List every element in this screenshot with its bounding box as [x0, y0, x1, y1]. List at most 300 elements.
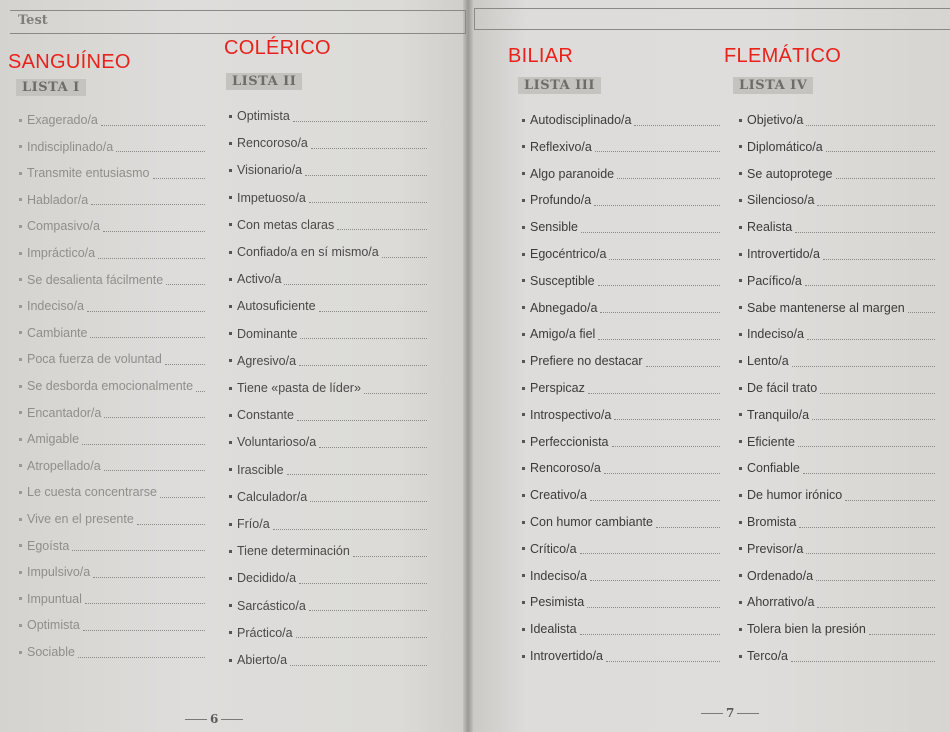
bullet-icon [522, 628, 525, 631]
dotted-leader [364, 383, 427, 394]
list-item [739, 568, 935, 584]
bullet-icon [229, 577, 232, 580]
dotted-leader [166, 274, 205, 285]
bullet-icon [739, 467, 742, 470]
list-item [522, 139, 720, 155]
list-item-label: Cambiante [27, 325, 88, 340]
dotted-leader [319, 437, 427, 448]
bullet-icon [739, 199, 742, 202]
list-item [522, 487, 720, 503]
dotted-leader [604, 463, 720, 474]
dotted-leader [196, 381, 205, 392]
list-item [522, 568, 720, 584]
list-item [229, 625, 427, 641]
bullet-icon [19, 491, 22, 494]
bullet-icon [229, 305, 232, 308]
list-item [522, 300, 720, 316]
list-item [19, 218, 205, 234]
bullet-icon [19, 518, 22, 521]
list-item-label: Impráctico/a [27, 246, 96, 260]
dotted-leader [98, 248, 205, 259]
list-item-label: Perspicaz [530, 381, 585, 395]
list-item [739, 514, 935, 530]
bullet-icon [522, 226, 525, 229]
list-item-label: Idealista [530, 622, 577, 637]
dotted-leader [273, 519, 427, 530]
dotted-leader [826, 141, 935, 152]
list-item-label: Amigo/a fiel [530, 327, 596, 342]
list-item [739, 166, 935, 182]
list-item-label: Exagerado/a [27, 113, 98, 127]
dotted-leader [812, 409, 935, 420]
bullet-icon [19, 305, 22, 308]
dotted-leader [293, 111, 427, 122]
bullet-icon [19, 624, 22, 627]
list-item [19, 192, 205, 208]
list-item-label: Indeciso/a [530, 568, 587, 583]
list-item [739, 300, 935, 316]
bullet-icon [229, 115, 232, 118]
dotted-leader [104, 407, 205, 418]
list-item [19, 139, 205, 155]
list-item [739, 139, 935, 155]
list-item [522, 648, 720, 664]
list-item-label: Autosuficiente [237, 299, 316, 314]
dotted-leader [791, 651, 935, 662]
dotted-leader [792, 356, 935, 367]
page-number-right [698, 706, 762, 720]
dotted-leader [817, 597, 935, 608]
bullet-icon [739, 494, 742, 497]
dotted-leader [580, 624, 720, 635]
bullet-icon [522, 119, 525, 122]
list-item-label: Tolera bien la presión [747, 622, 866, 637]
dotted-leader [806, 115, 935, 126]
list-item-label: Impetuoso/a [237, 190, 306, 205]
list-item-label: Indisciplinado/a [27, 139, 114, 154]
bullet-icon [229, 196, 232, 199]
bullet-icon [739, 119, 742, 122]
list-item [739, 246, 935, 262]
list-item-label: Práctico/a [237, 625, 293, 640]
dotted-leader [305, 165, 427, 176]
bullet-icon [229, 332, 232, 335]
list-item [739, 621, 935, 637]
bullet-icon [522, 333, 525, 336]
list-item [229, 598, 427, 614]
list-item-label: Previsor/a [747, 541, 804, 556]
dotted-leader [160, 487, 205, 498]
bullet-icon [229, 169, 232, 172]
dotted-leader [104, 460, 205, 471]
list-label-1: LISTA I [16, 79, 86, 96]
list-item-label: Impulsivo/a [27, 565, 91, 580]
list-item-label: Autodisciplinado/a [530, 113, 632, 127]
list-item-label: Bromista [747, 515, 797, 529]
list-item-label: Ahorrativo/a [747, 595, 815, 610]
bullet-icon [522, 279, 525, 282]
dotted-leader [83, 620, 205, 631]
bullet-icon [739, 172, 742, 175]
bullet-icon [19, 597, 22, 600]
bullet-icon [19, 544, 22, 547]
left-header-box [10, 10, 466, 34]
dotted-leader [590, 490, 720, 501]
bullet-icon [229, 604, 232, 607]
list-item [19, 165, 205, 181]
dotted-leader [90, 327, 205, 338]
list-item [229, 298, 427, 314]
list-item [522, 192, 720, 208]
list-item-label: Agresivo/a [237, 353, 297, 368]
list-item [19, 484, 205, 500]
list-item-label: Lento/a [747, 354, 789, 369]
list-item [229, 489, 427, 505]
list-item [522, 434, 720, 450]
list-item-label: Abnegado/a [530, 300, 598, 315]
bullet-icon [739, 655, 742, 658]
list-item [739, 648, 935, 664]
list-item [19, 245, 205, 261]
list-item [739, 594, 935, 610]
list-item [19, 378, 205, 394]
list-label-4: LISTA IV [733, 77, 813, 94]
list-item-label: Introvertido/a [747, 247, 820, 261]
list-item-label: Frío/a [237, 517, 270, 531]
bullet-icon [229, 523, 232, 526]
list-item-label: Visionario/a [237, 163, 303, 178]
bullet-icon [739, 279, 742, 282]
list-item [739, 326, 935, 342]
bullet-icon [522, 253, 525, 256]
list-label-2: LISTA II [226, 73, 302, 90]
bullet-icon [19, 358, 22, 361]
list-item-label: Profundo/a [530, 193, 592, 208]
dotted-leader [836, 168, 936, 179]
list-item [739, 353, 935, 369]
dotted-leader [72, 540, 205, 551]
dotted-leader [581, 222, 720, 233]
dotted-leader [612, 436, 720, 447]
bullet-icon [522, 199, 525, 202]
list-item-label: Ordenado/a [747, 568, 814, 583]
list-item [522, 621, 720, 637]
bullet-icon [739, 387, 742, 390]
bullet-icon [522, 601, 525, 604]
dotted-leader [309, 192, 427, 203]
title-biliar: BILIAR [508, 45, 574, 67]
bullet-icon [19, 278, 22, 281]
title-flematico: FLEMÁTICO [724, 45, 842, 67]
list-item [229, 407, 427, 423]
list-item-label: Creativo/a [530, 488, 587, 503]
list-item-label: De humor irónico [747, 488, 843, 503]
dotted-leader [299, 573, 427, 584]
bullet-icon [19, 331, 22, 334]
dotted-leader [290, 655, 427, 666]
dotted-leader [590, 570, 720, 581]
dotted-leader [87, 301, 205, 312]
dotted-leader [311, 138, 427, 149]
bullet-icon [19, 385, 22, 388]
bullet-icon [739, 253, 742, 256]
bullet-icon [739, 413, 742, 416]
list-item-label: Poca fuerza de voluntad [27, 352, 162, 367]
dotted-leader [300, 328, 427, 339]
bullet-icon [229, 387, 232, 390]
list-item [739, 407, 935, 423]
list-item [522, 407, 720, 423]
list-item [229, 108, 427, 124]
bullet-icon [229, 441, 232, 444]
bullet-icon [19, 145, 22, 148]
bullet-icon [522, 440, 525, 443]
list-item-label: Amigable [27, 432, 80, 447]
list-item [522, 166, 720, 182]
list-item-label: Hablador/a [27, 192, 89, 207]
dotted-leader [287, 464, 427, 475]
list-item [229, 271, 427, 287]
list-item [229, 570, 427, 586]
list-item [739, 219, 935, 235]
bullet-icon [739, 547, 742, 550]
list-item-label: Eficiente [747, 434, 795, 449]
bullet-icon [739, 521, 742, 524]
bullet-icon [19, 198, 22, 201]
bullet-icon [739, 360, 742, 363]
bullet-icon [19, 119, 22, 122]
bullet-icon [739, 440, 742, 443]
bullet-icon [739, 574, 742, 577]
dotted-leader [93, 567, 205, 578]
list-item [522, 112, 720, 128]
dotted-leader [614, 409, 720, 420]
page-number-left-text: 6 [210, 712, 219, 726]
list-item-label: Introvertido/a [530, 649, 603, 663]
list-item [522, 514, 720, 530]
dotted-leader [820, 383, 935, 394]
dotted-leader [656, 517, 720, 528]
list-item-label: Perfeccionista [530, 434, 609, 449]
list-item [522, 594, 720, 610]
list-item-label: Terco/a [747, 649, 788, 663]
list-item-label: Rencoroso/a [237, 136, 308, 151]
list-item [19, 351, 205, 367]
title-colerico: COLÉRICO [224, 37, 331, 59]
bullet-icon [19, 252, 22, 255]
page-number-right-text: 7 [726, 706, 735, 720]
list-item [229, 543, 427, 559]
dotted-leader [309, 600, 427, 611]
title-sanguineo: SANGUÍNEO [8, 51, 131, 73]
dotted-leader [337, 219, 427, 230]
dotted-leader [91, 194, 205, 205]
bullet-icon [522, 387, 525, 390]
bullet-icon [229, 278, 232, 281]
bullet-icon [19, 651, 22, 654]
list-item-label: Rencoroso/a [530, 461, 601, 476]
list-item-label: Constante [237, 408, 294, 423]
dotted-leader [319, 301, 427, 312]
bullet-icon [522, 306, 525, 309]
list-item-label: Sociable [27, 645, 75, 659]
list-item [19, 325, 205, 341]
list-item [229, 190, 427, 206]
dotted-leader [598, 275, 720, 286]
list-item [229, 326, 427, 342]
list-item [739, 192, 935, 208]
list-item [19, 458, 205, 474]
list-item-label: Sabe mantenerse al margen [747, 300, 905, 315]
dotted-leader [116, 141, 205, 152]
dotted-leader [595, 141, 720, 152]
list-item-label: Crítico/a [530, 541, 577, 556]
bullet-icon [19, 571, 22, 574]
list-item [229, 434, 427, 450]
list-item [522, 460, 720, 476]
list-item-label: Optimista [27, 618, 80, 633]
bullet-icon [739, 601, 742, 604]
dotted-leader [580, 543, 720, 554]
list-item [229, 162, 427, 178]
list-item-label: Transmite entusiasmo [27, 166, 150, 181]
list-item-label: Calculador/a [237, 489, 308, 504]
bullet-icon [739, 306, 742, 309]
list-item-label: Algo paranoide [530, 166, 615, 181]
list-item-label: Tranquilo/a [747, 407, 810, 422]
bullet-icon [229, 142, 232, 145]
bullet-icon [739, 333, 742, 336]
list-item [522, 246, 720, 262]
dotted-leader [634, 115, 720, 126]
dotted-leader [85, 593, 205, 604]
list-item-label: Pacífico/a [747, 273, 802, 288]
list-item [739, 487, 935, 503]
dotted-leader [600, 302, 720, 313]
bullet-icon [19, 411, 22, 414]
bullet-icon [19, 438, 22, 441]
dotted-leader [296, 627, 427, 638]
list-item [229, 353, 427, 369]
list-item-label: Vive en el presente [27, 512, 134, 526]
list-item [739, 460, 935, 476]
dotted-leader [908, 302, 935, 313]
list-item-label: Con metas claras [237, 217, 335, 232]
dotted-leader [284, 274, 427, 285]
bullet-icon [522, 467, 525, 470]
list-item-label: Silencioso/a [747, 193, 815, 208]
list-item-label: Impuntual [27, 591, 82, 606]
list-item-label: Compasivo/a [27, 219, 100, 234]
bullet-icon [522, 574, 525, 577]
list-item [19, 644, 205, 660]
list-item [229, 244, 427, 260]
list-item-label: Egocéntrico/a [530, 247, 607, 261]
list-item [739, 273, 935, 289]
bullet-icon [229, 550, 232, 553]
list-item-label: Atropellado/a [27, 458, 101, 473]
list-item-label: Prefiere no destacar [530, 354, 643, 369]
list-item-label: Confiable [747, 461, 800, 476]
dotted-leader [845, 490, 935, 501]
list-item-label: Sensible [530, 220, 578, 235]
list-label-3: LISTA III [518, 77, 601, 94]
bullet-icon [522, 172, 525, 175]
list-item-label: Se desborda emocionalmente [27, 379, 194, 393]
list-item [739, 541, 935, 557]
list-item-label: Se desalienta fácilmente [27, 272, 164, 287]
list-item [229, 516, 427, 532]
bullet-icon [522, 360, 525, 363]
bullet-icon [522, 655, 525, 658]
page-number-left [182, 712, 246, 726]
bullet-icon [229, 359, 232, 362]
dotted-leader [869, 624, 935, 635]
dotted-leader [165, 354, 205, 365]
list-item [229, 135, 427, 151]
dotted-leader [617, 168, 720, 179]
bullet-icon [229, 251, 232, 254]
list-item-label: Encantador/a [27, 405, 102, 420]
test-header-label: Test [18, 13, 48, 28]
dotted-leader [803, 463, 935, 474]
list-item-label: Tiene «pasta de líder» [237, 381, 361, 395]
dotted-leader [805, 275, 935, 286]
list-item-label: Susceptible [530, 273, 595, 288]
dotted-leader [103, 221, 205, 232]
list-item [522, 219, 720, 235]
bullet-icon [229, 223, 232, 226]
list-item [522, 326, 720, 342]
dotted-leader [807, 329, 935, 340]
list-item [229, 217, 427, 233]
list-item [522, 541, 720, 557]
dotted-leader [153, 168, 206, 179]
list-item-label: Indeciso/a [27, 299, 84, 314]
bullet-icon [229, 631, 232, 634]
list-item-label: Optimista [237, 109, 290, 123]
list-item-label: Indeciso/a [747, 327, 804, 342]
dotted-leader [297, 410, 427, 421]
dotted-leader [646, 356, 720, 367]
list-item [739, 380, 935, 396]
list-item-label: De fácil trato [747, 381, 818, 395]
list-item [19, 591, 205, 607]
list-item [19, 538, 205, 554]
list-item-label: Dominante [237, 326, 298, 341]
dotted-leader [588, 383, 720, 394]
dotted-leader [823, 249, 935, 260]
list-item [19, 511, 205, 527]
bullet-icon [522, 413, 525, 416]
dotted-leader [587, 597, 720, 608]
list-item-label: Objetivo/a [747, 113, 804, 127]
bullet-icon [19, 172, 22, 175]
list-item-label: Irascible [237, 462, 284, 477]
book-gutter [463, 0, 473, 732]
list-item [19, 405, 205, 421]
list-item-label: Con humor cambiante [530, 515, 653, 529]
dotted-leader [78, 647, 205, 658]
list-item-label: Egoísta [27, 538, 70, 553]
dotted-leader [806, 543, 935, 554]
list-item-label: Decidido/a [237, 571, 297, 586]
list-item-label: Voluntarioso/a [237, 435, 317, 450]
list-item-label: Realista [747, 220, 793, 235]
list-item [19, 431, 205, 447]
list-item [19, 272, 205, 288]
dotted-leader [816, 570, 935, 581]
